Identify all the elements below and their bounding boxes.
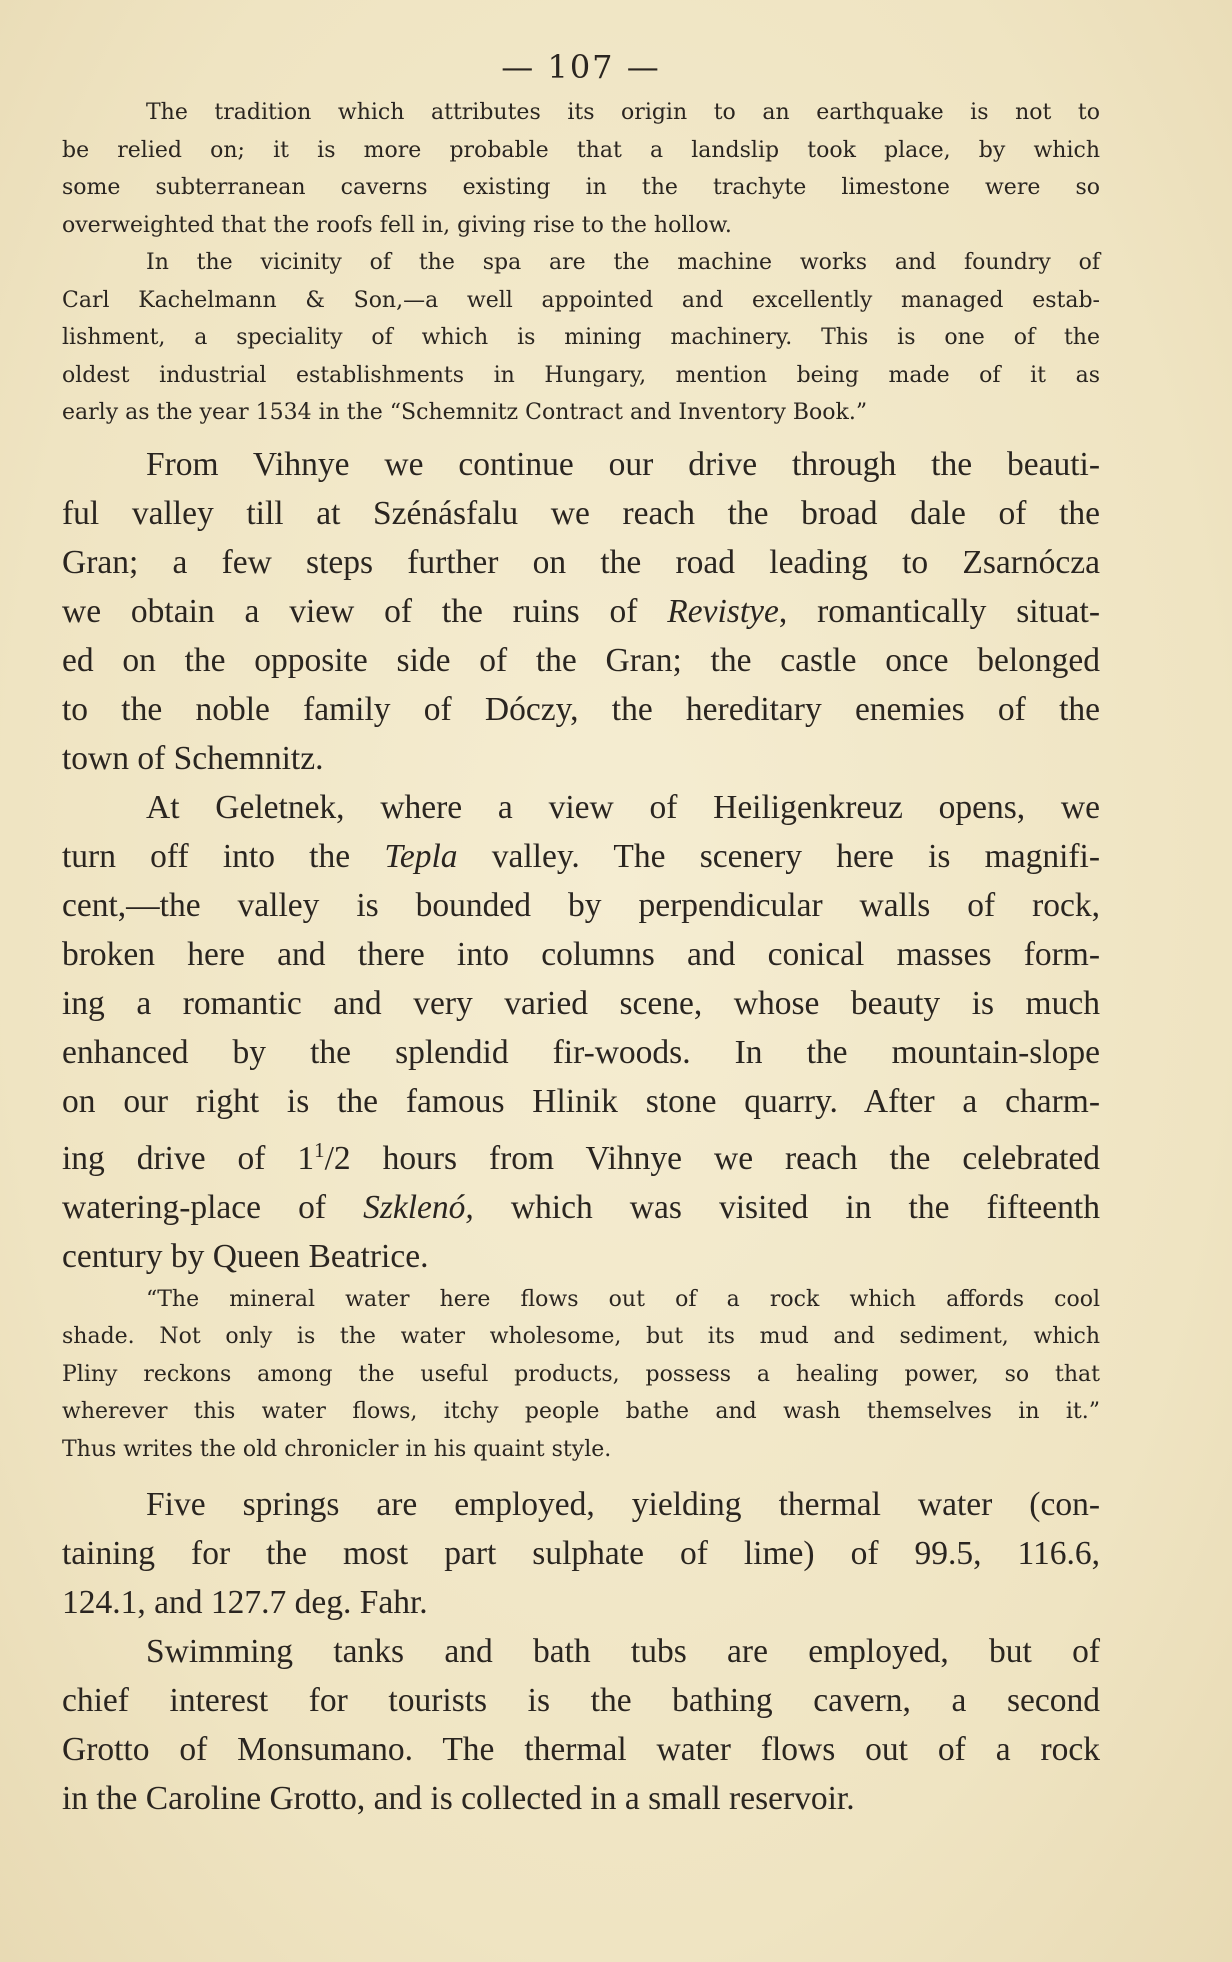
text-line: Carl Kachelmann & Son,—a well appointed and excellently managed estab- xyxy=(62,287,1100,313)
text-line: Swimming tanks and bath tubs are employed, but of xyxy=(146,1633,1100,1671)
text-line: “The mineral water here flows out of a rock which affords cool xyxy=(146,1286,1100,1312)
text-line: Thus writes the old chronicler in his quaint style. xyxy=(62,1436,612,1462)
text-line: Pliny reckons among the useful products, possess a healing power, so that xyxy=(62,1361,1100,1387)
paragraph-machine-works xyxy=(62,244,1100,432)
text-line: broken here and there into columns and conical masses form- xyxy=(62,935,1100,973)
text-line: In the vicinity of the spa are the machine works and foundry of xyxy=(146,250,1100,275)
text-segment: valley. The scenery here is magnifi- xyxy=(457,837,1100,875)
page-content xyxy=(62,40,1100,1823)
text-line: enhanced by the splendid fir-woods. In the mountain-slope xyxy=(62,1033,1100,1071)
place-name-tepla: Tepla xyxy=(384,837,458,875)
text-segment: we obtain a view of the ruins of xyxy=(62,592,668,630)
text-line xyxy=(62,1126,1100,1183)
text-line: chief interest for tourists is the bathing cavern, a second xyxy=(62,1682,1100,1720)
text-line: to the noble family of Dóczy, the hereditary enemies of the xyxy=(62,690,1100,728)
paragraph-five-springs xyxy=(62,1480,1100,1627)
paragraph-bathing-cavern xyxy=(62,1627,1100,1823)
text-line: early as the year 1534 in the “Schemnitz Contract and Inventory Book.” xyxy=(62,400,868,425)
text-line: in the Caroline Grotto, and is collected in a small reservoir. xyxy=(62,1780,855,1818)
text-line: The tradition which attributes its origin to an earthquake is not to xyxy=(146,100,1100,125)
text-line: 124.1, and 127.7 deg. Fahr. xyxy=(62,1584,428,1622)
fraction-numerator: 1 xyxy=(314,1138,325,1162)
page-number: — 107 — xyxy=(501,48,661,86)
text-segment: turn off into the xyxy=(62,837,385,875)
paragraph-chronicler-quote xyxy=(62,1281,1100,1469)
text-line: lishment, a speciality of which is mining machinery. This is one of the xyxy=(62,325,1100,350)
paragraph-earthquake-tradition xyxy=(62,94,1100,244)
place-name-szkleno: Szklenó, xyxy=(363,1188,474,1226)
text-line: ful valley till at Szénásfalu we reach the broad dale of the xyxy=(62,494,1100,532)
text-line: ed on the opposite side of the Gran; the castle once belonged xyxy=(62,641,1100,679)
text-line: cent,—the valley is bounded by perpendicular walls of rock, xyxy=(62,886,1100,924)
text-line xyxy=(62,832,1100,881)
paragraph-vihnye-drive xyxy=(62,440,1100,783)
text-line: on our right is the famous Hlinik stone quarry. After a charm- xyxy=(62,1082,1100,1120)
text-segment: watering-place of xyxy=(62,1188,364,1226)
text-line: oldest industrial establishments in Hungary, mention being made of it as xyxy=(62,362,1100,388)
text-line: Gran; a few steps further on the road leading to Zsarnócza xyxy=(62,543,1100,581)
text-line: taining for the most part sulphate of lime) of 99.5, 116.6, xyxy=(62,1535,1100,1573)
text-segment: /2 hours from Vihnye we reach the celebrated xyxy=(324,1139,1100,1177)
text-line: overweighted that the roofs fell in, giving rise to the hollow. xyxy=(62,212,732,238)
text-line: town of Schemnitz. xyxy=(62,739,324,777)
text-line: Five springs are employed, yielding thermal water (con- xyxy=(146,1486,1100,1524)
text-line xyxy=(62,1183,1100,1232)
paragraph-tepla-valley xyxy=(62,783,1100,1281)
text-line: wherever this water flows, itchy people bathe and wash themselves in it.” xyxy=(62,1399,1100,1425)
text-line: shade. Not only is the water wholesome, but its mud and sediment, which xyxy=(62,1324,1100,1350)
text-line xyxy=(62,587,1100,636)
text-segment: ing drive of 1 xyxy=(62,1139,315,1177)
text-line: be relied on; it is more probable that a landslip took place, by which xyxy=(62,137,1100,163)
text-line: some subterranean caverns existing in the trachyte limestone were so xyxy=(62,175,1100,200)
text-line: Grotto of Monsumano. The thermal water flows out of a rock xyxy=(62,1731,1100,1769)
text-line: At Geletnek, where a view of Heiligenkreuz opens, we xyxy=(146,788,1100,826)
text-line: ing a romantic and very varied scene, whose beauty is much xyxy=(62,984,1100,1022)
text-segment: , romantically situat- xyxy=(778,592,1100,630)
text-line: century by Queen Beatrice. xyxy=(62,1237,429,1275)
text-line: From Vihnye we continue our drive through the beauti- xyxy=(146,445,1100,483)
place-name-revistye: Revistye xyxy=(667,592,779,630)
text-segment: which was visited in the fifteenth xyxy=(473,1188,1100,1226)
